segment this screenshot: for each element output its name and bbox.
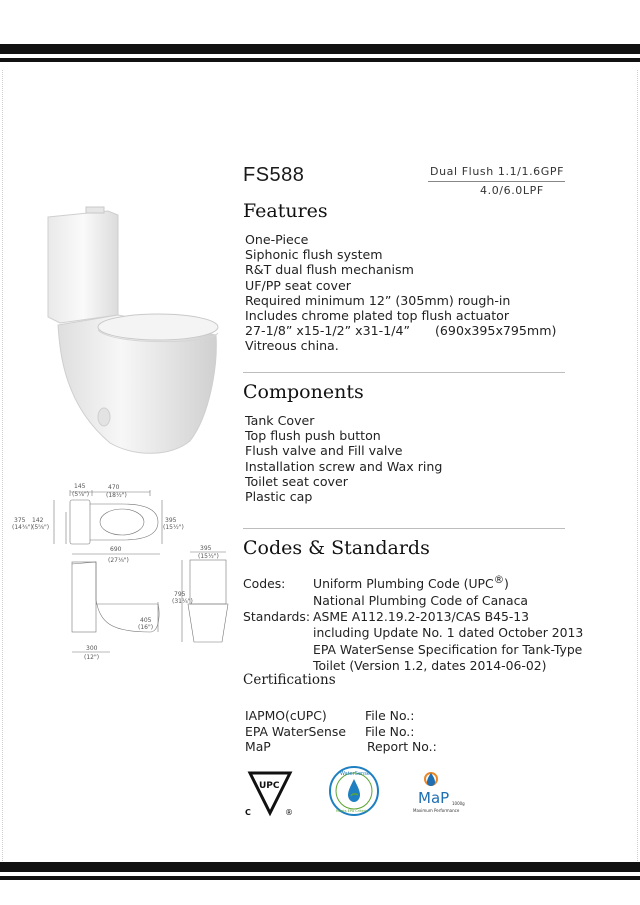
dim-405-inch: (16") xyxy=(138,624,154,631)
section-divider xyxy=(243,372,565,373)
upc-c: C xyxy=(245,808,251,817)
list-item: Required minimum 12” (305mm) rough-in xyxy=(245,292,511,308)
section-divider xyxy=(243,528,565,529)
list-item: Tank Cover xyxy=(245,413,315,428)
dim-142: 142 xyxy=(32,517,44,524)
top-band-thick xyxy=(0,44,640,54)
features-heading: Features xyxy=(243,200,328,222)
code-canada: National Plumbing Code of Canaca xyxy=(313,592,529,608)
components-heading: Components xyxy=(243,381,364,403)
dim-395: 395 xyxy=(165,517,177,524)
standards-label: Standards: xyxy=(243,608,310,624)
components-list xyxy=(245,413,442,504)
map-score: 1000g xyxy=(452,801,465,806)
dim-690-inch: (27⅛") xyxy=(108,557,129,564)
registered-mark: ® xyxy=(493,574,505,586)
flush-rating-gpf: Dual Flush 1.1/1.6GPF xyxy=(430,165,565,178)
dim-300-inch: (12") xyxy=(84,654,100,661)
map-subtext: Maximum Performance xyxy=(413,808,460,813)
bottom-band-thin xyxy=(0,876,640,880)
dim-front-395: 395 xyxy=(200,545,212,552)
codes-heading: Codes & Standards xyxy=(243,537,430,559)
list-item: UF/PP seat cover xyxy=(245,277,351,293)
dim-375-inch: (14¾") xyxy=(12,524,33,531)
list-item: Vitreous china. xyxy=(245,338,339,354)
certifications-heading: Certifications xyxy=(243,672,336,688)
list-item: Plastic cap xyxy=(245,489,313,505)
model-number: FS588 xyxy=(243,164,305,186)
list-item: Includes chrome plated top flush actuator xyxy=(245,308,510,324)
dim-795-inch: (31¼") xyxy=(172,598,193,605)
dim-142-inch: (5⅝") xyxy=(32,524,50,531)
left-dotted-border xyxy=(2,70,3,865)
technical-drawing xyxy=(10,482,235,694)
toilet-product-image xyxy=(40,205,240,470)
list-item: Installation screw and Wax ring xyxy=(245,458,443,474)
cupc-logo xyxy=(245,768,295,818)
list-item: Toilet seat cover xyxy=(245,473,348,489)
list-item: One-Piece xyxy=(245,232,309,247)
code-upc-close: ) xyxy=(504,576,509,592)
watersense-logo xyxy=(328,765,380,817)
list-item: R&T dual flush mechanism xyxy=(245,262,414,278)
map-logo xyxy=(410,770,466,815)
upc-r: ® xyxy=(285,808,293,817)
cert-label: IAPMO(cUPC) xyxy=(245,708,327,723)
standard-epa: EPA WaterSense Specification for Tank-Type xyxy=(313,641,583,657)
cert-label: EPA WaterSense xyxy=(245,723,346,739)
features-list xyxy=(245,232,556,354)
map-text: MaP xyxy=(418,789,450,807)
codes-block xyxy=(243,572,583,675)
dim-145: 145 xyxy=(74,483,86,490)
list-item xyxy=(245,323,556,338)
list-item: Siphonic flush system xyxy=(245,247,383,263)
standard-asme: ASME A112.19.2-2013/CAS B45-13 xyxy=(313,608,530,624)
dim-470-inch: (18½") xyxy=(106,492,127,499)
dim-front-395-inch: (15½") xyxy=(198,553,219,560)
dim-690: 690 xyxy=(110,546,122,553)
dim-395-inch: (15½") xyxy=(163,524,184,531)
dim-405: 405 xyxy=(140,617,152,624)
cert-label: MaP xyxy=(245,739,271,755)
codes-label: Codes: xyxy=(243,576,286,592)
list-item: Flush valve and Fill valve xyxy=(245,443,403,459)
dim-145-inch: (5⁷⁄₈") xyxy=(72,491,90,498)
dim-300: 300 xyxy=(86,645,98,652)
top-band-thin xyxy=(0,58,640,62)
watersense-subtext: Meets EPA Criteria xyxy=(336,809,369,813)
cert-value: Report No.: xyxy=(367,739,437,755)
code-upc: Uniform Plumbing Code (UPC xyxy=(313,576,494,592)
standard-update: including Update No. 1 dated October 2013 xyxy=(313,625,584,641)
dims-inches: 27-1/8” x15-1/2” x31-1/4” xyxy=(245,323,410,339)
bottom-band-thick xyxy=(0,862,640,872)
flush-rating-lpf: 4.0/6.0LPF xyxy=(480,184,544,197)
right-dotted-border xyxy=(637,70,638,865)
dim-470: 470 xyxy=(108,484,120,491)
cert-value: File No.: xyxy=(365,708,415,723)
upc-text: UPC xyxy=(259,781,280,791)
standard-epa-version: Toilet (Version 1.2, dates 2014-06-02) xyxy=(313,658,547,674)
list-item: Top flush push button xyxy=(245,428,381,444)
flush-divider xyxy=(428,181,565,182)
dim-795: 795 xyxy=(174,591,186,598)
cert-value: File No.: xyxy=(365,723,415,739)
watersense-text: WaterSense xyxy=(340,771,370,777)
dims-mm: (690x395x795mm) xyxy=(435,323,557,339)
dim-375: 375 xyxy=(14,517,26,524)
